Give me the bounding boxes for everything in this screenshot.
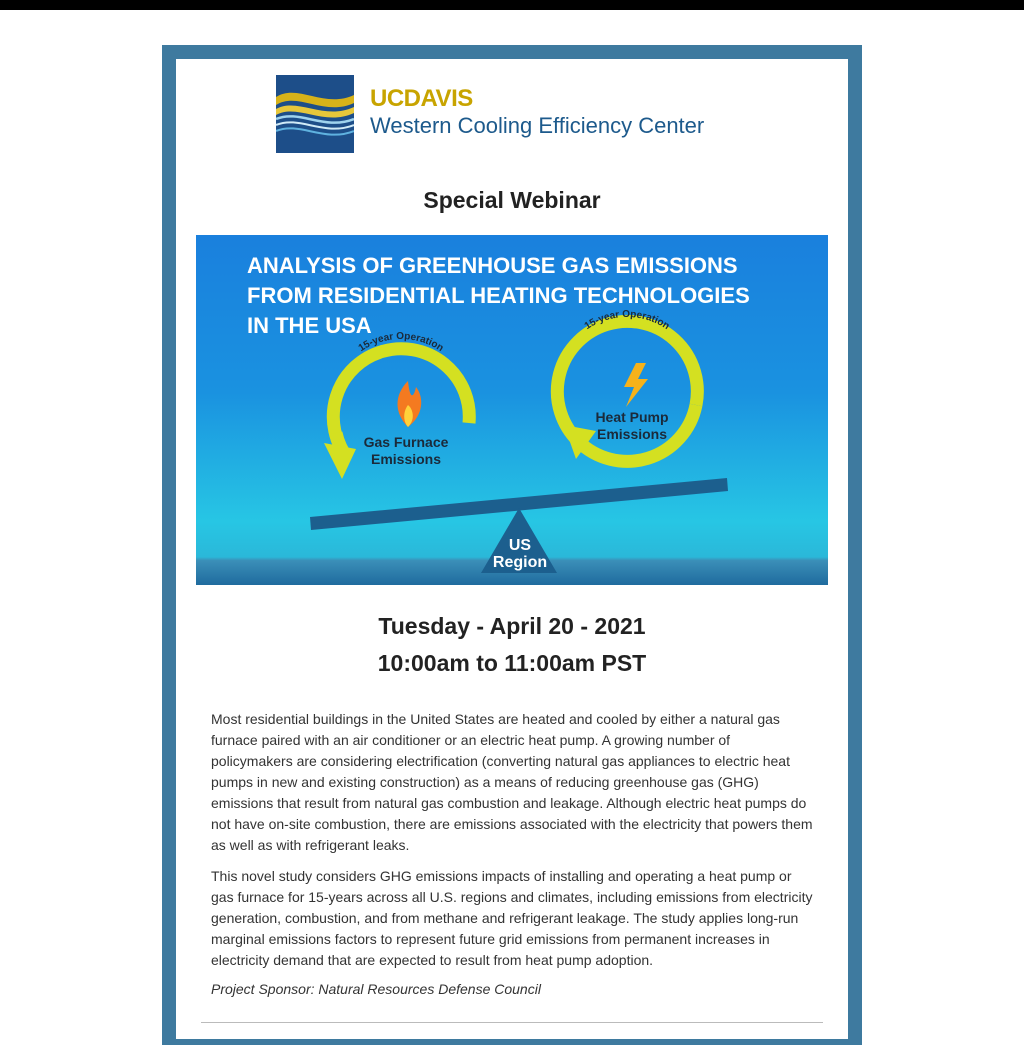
description-paragraph-2: This novel study considers GHG emissions impacts of installing and operating a heat pump or gas furnace for 15-years across all U.S. regions and climates, including emissions from electricity generation, combustion, and from methane and refrigerant leakage. The study applies long-run marginal emissions factors to represent future grid emissions from permanent increases in electricity demand that are expected to result from heat pump adoption. — [211, 868, 813, 968]
section-divider — [201, 1022, 823, 1023]
project-sponsor: Project Sponsor: Natural Resources Defense Council — [211, 981, 541, 997]
gas-furnace-label-line-1: Gas Furnace — [363, 434, 449, 450]
email-card — [176, 59, 848, 1039]
fulcrum-label-line-1: US — [508, 537, 532, 554]
banner-title-line-2: FROM RESIDENTIAL HEATING TECHNOLOGIES — [247, 283, 750, 308]
logo-organization-name: Western Cooling Efficiency Center — [370, 113, 705, 138]
ucdavis-wave-logo-icon — [276, 75, 354, 153]
top-black-bar — [0, 0, 1024, 10]
webinar-banner — [196, 235, 828, 585]
banner-title-line-1: ANALYSIS OF GREENHOUSE GAS EMISSIONS — [247, 253, 738, 278]
logo-wordmark: UCDAVIS — [370, 85, 473, 112]
description-paragraph-1: Most residential buildings in the United States are heated and cooled by either a natural gas furnace paired with an air conditioner or an electric heat pump. A growing number of policymakers are considering electrification (converting natural gas appliances to electric heat pumps in new and existing construction) as a means of reducing greenhouse gas (GHG) emissions that result from natural gas combustion and leakage. Although electric heat pumps do not have on-site combustion, there are emissions associated with the electricity that powers them as well as with refrigerant leaks. — [211, 711, 813, 853]
fulcrum-label-line-2: Region — [492, 554, 548, 571]
right-cycle-caption: 15-year Operation — [582, 308, 672, 333]
heat-pump-label-line-1: Heat Pump — [595, 409, 669, 425]
event-time: 10:00am to 11:00am PST — [377, 650, 647, 676]
event-date: Tuesday - April 20 - 2021 — [378, 613, 646, 639]
banner-title-line-3: IN THE USA — [247, 313, 372, 338]
heat-pump-label-line-2: Emissions — [596, 426, 668, 442]
webinar-label: Special Webinar — [423, 187, 601, 213]
gas-furnace-label-line-2: Emissions — [370, 451, 442, 467]
left-cycle-caption: 15-year Operation — [356, 330, 446, 355]
